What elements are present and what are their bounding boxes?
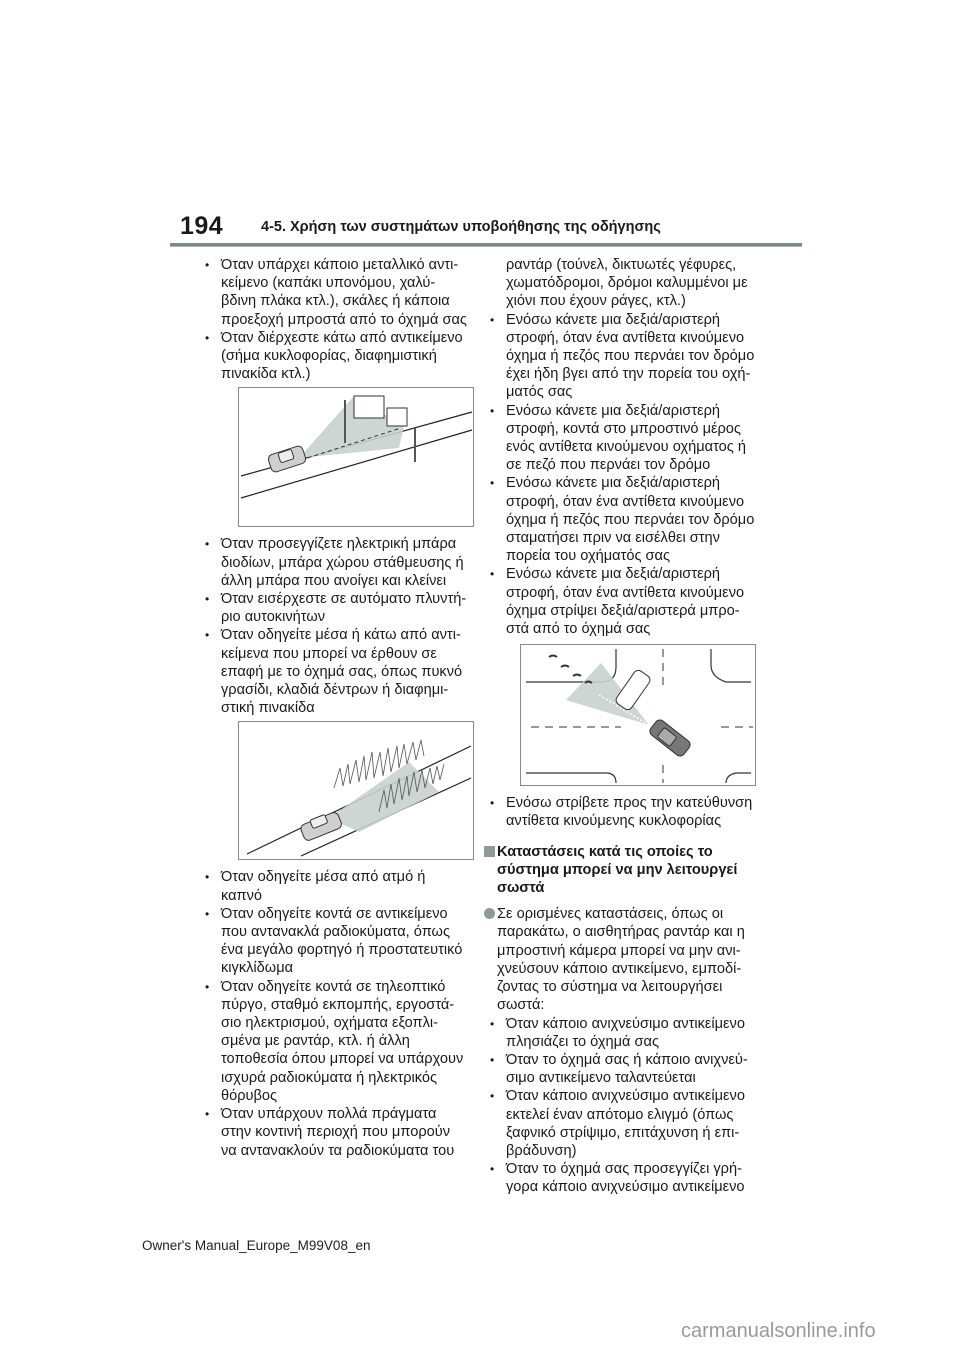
text-line: έχει ήδη βγει από την πορεία του οχή- — [506, 366, 751, 383]
bullet-icon: • — [205, 906, 210, 921]
text-line: Όταν το όχημά σας ή κάποιο ανιχνεύ- — [506, 1051, 748, 1068]
text-line: Όταν υπάρχει κάποιο μεταλλικό αντι- — [221, 257, 459, 273]
text-line: στην κοντινή περιοχή που μπορούν — [221, 1124, 451, 1141]
text-line: ενός αντίθετα κινούμενου οχήματος ή — [506, 439, 746, 456]
right-column — [490, 256, 770, 1197]
dense-grass-radar-illustration — [238, 721, 474, 860]
bullet-icon: • — [490, 1052, 495, 1067]
text-line: ματός σας — [506, 384, 573, 401]
list-item — [205, 1105, 475, 1160]
text-line: πορεία του οχήματός σας — [506, 548, 671, 565]
text-line: βράδυνση) — [506, 1142, 577, 1159]
text-line: σύστημα μπορεί να μην λειτουργεί — [497, 861, 738, 878]
text-line: τοποθεσία όπου μπορεί να υπάρχουν — [221, 1051, 464, 1068]
text-line: όχημα στρίψει δεξιά/αριστερά μπρο- — [506, 602, 740, 619]
text-line: μπροστινή κάμερα μπορεί να μην ανι- — [497, 942, 741, 959]
list-item — [205, 329, 475, 384]
text-line: στροφή, όταν ένα αντίθετα κινούμενο — [506, 493, 745, 510]
text-line: σμένα με ραντάρ, κτλ. ή άλλη — [221, 1033, 410, 1050]
bullet-list — [205, 868, 475, 1159]
text-line: χιόνι που έχουν ράγες, κτλ.) — [506, 293, 686, 310]
text-line: Ενόσω στρίβετε προς την κατεύθυνση — [506, 795, 753, 812]
list-item — [490, 565, 770, 638]
list-item — [205, 978, 475, 1105]
list-item — [205, 868, 475, 904]
bullet-icon: • — [205, 870, 210, 885]
list-item — [490, 474, 770, 565]
text-line: (σήμα κυκλοφορίας, διαφημιστική — [221, 348, 437, 365]
text-line: Όταν οδηγείτε μέσα ή κάτω από αντι- — [221, 627, 461, 644]
bullet-list — [490, 794, 770, 830]
text-line: Ενόσω κάνετε μια δεξιά/αριστερή — [506, 566, 721, 583]
bullet-icon: • — [490, 403, 495, 418]
overhead-sign-icon — [239, 388, 473, 526]
text-line: Ενόσω κάνετε μια δεξιά/αριστερή — [506, 475, 721, 492]
text-line: στά από το όχημά σας — [506, 621, 651, 638]
text-line: θόρυβος — [221, 1087, 278, 1104]
page-number: 194 — [180, 212, 224, 240]
text-line: προεξοχή μπροστά από το όχημά σας — [221, 311, 467, 328]
text-line: σε πεζό που περνάει τον δρόμο — [506, 457, 711, 474]
text-line: γορα κάποιο ανιχνεύσιμο αντικείμενο — [506, 1179, 745, 1196]
text-line: αντίθετα κινούμενης κυκλοφορίας — [506, 813, 722, 830]
header-divider — [170, 243, 802, 247]
text-line: όχημα ή πεζός που περνάει τον δρόμο — [506, 511, 755, 528]
bullet-icon: • — [490, 1016, 495, 1031]
watermark: carmanualsonline.info — [681, 1320, 876, 1342]
text-line: βδινη πλάκα κτλ.), σκάλες ή κάποια — [221, 293, 450, 310]
text-line: ζοντας το σύστημα να λειτουργήσει — [497, 979, 723, 996]
text-line: Όταν οδηγείτε κοντά σε αντικείμενο — [221, 905, 448, 922]
text-line: Ενόσω κάνετε μια δεξιά/αριστερή — [506, 311, 721, 328]
text-line: άλλη μπάρα που ανοίγει και κλείνει — [221, 572, 447, 589]
text-line: Όταν εισέρχεστε σε αυτόματο πλυντή- — [221, 591, 467, 608]
text-line: γρασίδι, κλαδιά δέντρων ή διαφημι- — [221, 682, 449, 699]
car-icon — [267, 445, 307, 473]
list-item — [490, 402, 770, 475]
text-line: πινακίδα κτλ.) — [221, 366, 311, 383]
text-line: όχημα ή πεζός που περνάει τον δρόμο — [506, 348, 755, 365]
text-line: στροφή, όταν ένα αντίθετα κινούμενο — [506, 329, 745, 346]
text-line: σταματήσει πριν να εισέλθει στην — [506, 530, 720, 547]
bullet-icon: • — [205, 1107, 210, 1122]
intersection-icon — [521, 645, 755, 785]
bullet-icon: • — [490, 567, 495, 582]
text-line: σωστά: — [497, 997, 545, 1014]
intersection-turn-radar-illustration — [520, 644, 756, 786]
list-item — [490, 1087, 770, 1160]
bullet-icon: • — [490, 476, 495, 491]
text-line: ραντάρ (τούνελ, δικτυωτές γέφυρες, — [506, 257, 737, 273]
circle-paragraph — [484, 905, 770, 1014]
continuation-text — [490, 256, 770, 311]
text-line: παρακάτω, ο αισθητήρας ραντάρ και η — [497, 924, 745, 941]
bullet-icon: • — [205, 537, 210, 552]
text-line: στροφή, όταν ένα αντίθετα κινούμενο — [506, 584, 745, 601]
text-line: στική πινακίδα — [221, 700, 315, 717]
list-item — [205, 256, 475, 329]
own-car-icon — [648, 718, 692, 758]
bullet-icon: • — [490, 796, 495, 811]
left-column — [205, 256, 475, 1160]
text-line: σιο ηλεκτρισμού, οχήματα εξοπλι- — [221, 1015, 438, 1032]
text-line: ξαφνικό στρίψιμο, επιτάχυνση ή επι- — [506, 1124, 740, 1141]
bullet-icon: • — [490, 312, 495, 327]
bullet-list — [205, 256, 475, 383]
text-line: ριο αυτοκινήτων — [221, 609, 326, 626]
bullet-icon: • — [205, 628, 210, 643]
list-item — [205, 535, 475, 590]
list-item — [205, 590, 475, 626]
list-item — [490, 1015, 770, 1051]
text-line: επαφή με το όχημά σας, όπως πυκνό — [221, 663, 463, 680]
text-line: Όταν οδηγείτε μέσα από ατμό ή — [221, 869, 426, 886]
bullet-icon: • — [205, 979, 210, 994]
list-item — [490, 794, 770, 830]
bullet-icon: • — [205, 330, 210, 345]
text-line: πλησιάζει το όχημά σας — [506, 1033, 660, 1050]
text-line: Όταν υπάρχουν πολλά πράγματα — [221, 1106, 437, 1123]
text-line: ένα μεγάλο φορτηγό ή προστατευτικό — [221, 942, 463, 959]
text-line: Όταν διέρχεστε κάτω από αντικείμενο — [221, 329, 463, 346]
bullet-list — [490, 1015, 770, 1197]
text-line: σωστά — [497, 880, 545, 897]
text-line: στροφή, κοντά στο μπροστινό μέρος — [506, 420, 741, 437]
text-line: Όταν οδηγείτε κοντά σε τηλεοπτικό — [221, 978, 446, 995]
text-line: που αντανακλά ραδιοκύματα, όπως — [221, 924, 450, 941]
list-item — [490, 311, 770, 402]
text-line: κιγκλίδωμα — [221, 960, 294, 977]
list-item — [490, 1160, 770, 1196]
text-line: να αντανακλούν τα ραδιοκύματα του — [221, 1142, 455, 1159]
list-item — [205, 905, 475, 978]
list-item — [205, 626, 475, 717]
text-line: ισχυρά ραδιοκύματα ή ηλεκτρικός — [221, 1069, 438, 1086]
text-line: Ενόσω κάνετε μια δεξιά/αριστερή — [506, 402, 721, 419]
text-line: Σε ορισμένες καταστάσεις, όπως οι — [497, 906, 724, 923]
bullet-icon: • — [490, 1089, 495, 1104]
text-line: Καταστάσεις κατά τις οποίες το — [497, 843, 713, 860]
text-line: εκτελεί έναν απότομο ελιγμό (όπως — [506, 1106, 734, 1123]
list-item — [490, 1051, 770, 1087]
grass-icon — [239, 722, 473, 859]
text-line: κείμενα που μπορεί να έρθουν σε — [221, 645, 437, 662]
bullet-icon: • — [490, 1162, 495, 1177]
bullet-icon: • — [205, 592, 210, 607]
bullet-list — [490, 311, 770, 639]
text-line: σιμο αντικείμενο ταλαντεύεται — [506, 1070, 696, 1087]
text-line: χωματόδρομοι, δρόμοι καλυμμένοι με — [506, 275, 748, 292]
text-line: διοδίων, μπάρα χώρου στάθμευσης ή — [221, 554, 464, 571]
text-line: χνεύσουν κάποιο αντικείμενο, εμποδί- — [497, 960, 742, 977]
square-marker-icon — [484, 846, 495, 857]
text-line: καπνό — [221, 887, 263, 904]
bullet-list — [205, 535, 475, 717]
text-line: Όταν το όχημά σας προσεγγίζει γρή- — [506, 1161, 742, 1178]
text-line: πύργο, σταθμό εκπομπής, εργοστά- — [221, 996, 455, 1013]
section-title: 4-5. Χρήση των συστημάτων υποβοήθησης της οδήγησης — [261, 219, 661, 235]
circle-marker-icon — [484, 908, 495, 919]
text-line: κείμενο (καπάκι υπονόμου, χαλύ- — [221, 275, 436, 292]
overhead-sign-radar-illustration — [238, 387, 474, 527]
section-heading — [484, 843, 770, 898]
text-line: Όταν κάποιο ανιχνεύσιμο αντικείμενο — [506, 1015, 745, 1032]
bullet-icon: • — [205, 258, 210, 272]
footer-manual-id: Owner's Manual_Europe_M99V08_en — [142, 1238, 371, 1253]
text-line: Όταν προσεγγίζετε ηλεκτρική μπάρα — [221, 536, 457, 553]
car-icon — [299, 812, 342, 843]
text-line: Όταν κάποιο ανιχνεύσιμο αντικείμενο — [506, 1088, 745, 1105]
